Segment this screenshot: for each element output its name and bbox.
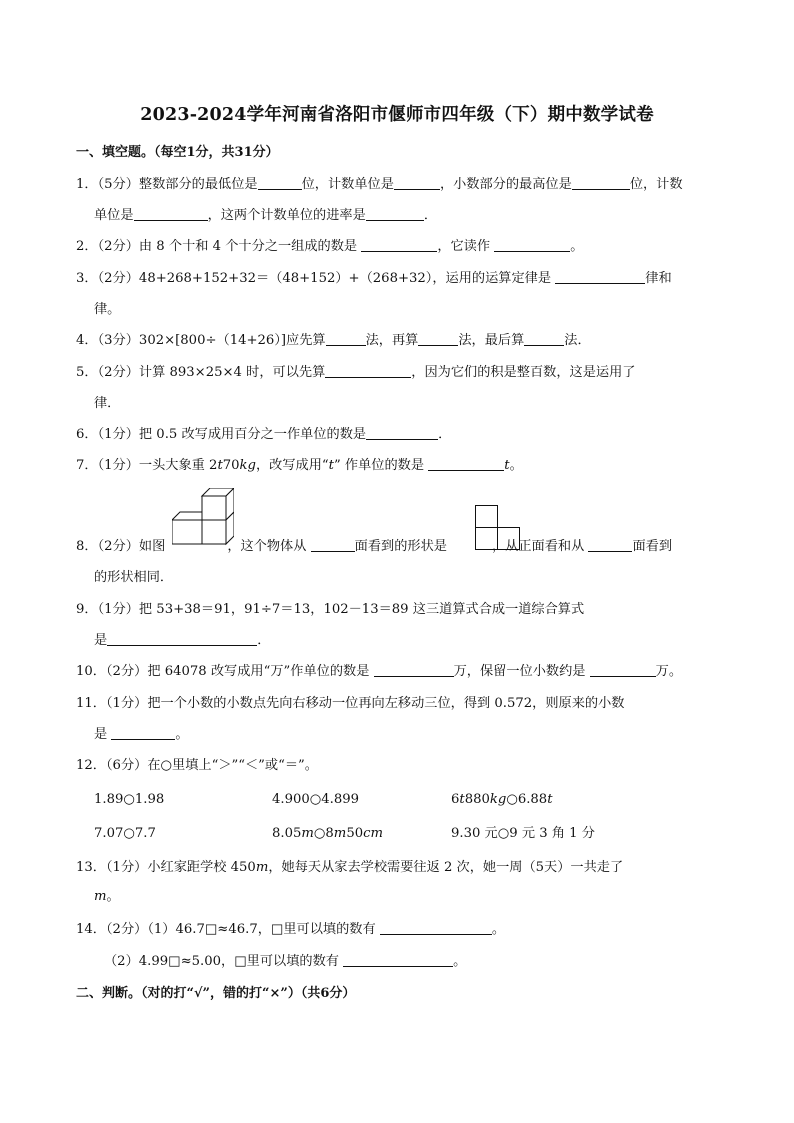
q9-text-c: ． [257, 633, 271, 648]
q8-text-c: 面看到的形状是 [354, 539, 447, 554]
q8-text-b: ，这个物体从 [227, 539, 307, 554]
q4-blank-1[interactable] [326, 332, 366, 346]
question-8-line-2: 的形状相同． [94, 570, 174, 585]
q6-blank-1[interactable] [366, 426, 438, 440]
q1-blank-3[interactable] [572, 176, 630, 190]
q9-blank-1[interactable] [107, 632, 257, 646]
q2-blank-1[interactable] [361, 238, 437, 252]
q13-text-c: 。 [106, 889, 120, 904]
q10-blank-2[interactable] [590, 663, 656, 677]
q7-text-a: 7．（1分）一头大象重 2 [76, 458, 218, 473]
q6-text-b: ． [438, 427, 452, 442]
q12-item-5-e: 50 [346, 826, 364, 841]
question-11-line-1: 11．（1分）把一个小数的小数点先向右移动一位再向左移动三位，得到 0.572，则原来的小数 [76, 696, 625, 711]
q1-text-g: ． [423, 208, 437, 223]
q2-text-c: 。 [570, 239, 584, 254]
q4-blank-2[interactable] [418, 332, 458, 346]
question-1-line-1 [76, 176, 683, 194]
q8-text-d: ，从正面看和从 [491, 539, 585, 554]
question-3-line-2: 律。 [94, 302, 121, 317]
q7-text-c: ” 作单位的数是 [333, 458, 425, 473]
q3-blank-1[interactable] [555, 270, 645, 284]
q14-blank-2[interactable] [343, 953, 453, 967]
q1-text-d: 位，计数 [629, 177, 683, 192]
q14-text-c: （2）4.99□≈5.00，□里可以填的数有 [104, 954, 339, 969]
q5-blank-1[interactable] [325, 364, 411, 378]
q8-blank-2[interactable] [588, 538, 632, 552]
q11-text-b: 是 [94, 727, 108, 742]
q5-text-b: ，因为它们的积是整百数，这是运用了 [411, 365, 636, 380]
question-2 [76, 238, 583, 256]
q11-blank-1[interactable] [111, 726, 175, 740]
question-12: 12．（6分）在○里填上“＞”“＜”或“＝”。 [76, 758, 318, 773]
question-5-line-1 [76, 364, 635, 382]
q2-text-b: ，它读作 [437, 239, 491, 254]
q1-text-a: 1．（5分）整数部分的最低位是 [76, 177, 258, 192]
question-10 [76, 663, 682, 681]
q9-text-b: 是 [94, 633, 108, 648]
question-9-line-1: 9．（1分）把 53+38＝91，91÷7＝13，102－13＝89 这三道算式合成一道综合算式 [76, 602, 585, 617]
q1-text-c: ，小数部分的最高位是 [439, 177, 572, 192]
q7-unit-t-3: t [504, 458, 510, 473]
q7-unit-kg: kg [239, 458, 256, 473]
q1-text-f: ，这两个计数单位的进率是 [207, 208, 366, 223]
q14-text-d: 。 [453, 954, 467, 969]
q10-text-c: 万。 [655, 664, 683, 679]
question-1-line-2 [94, 207, 437, 225]
q12-item-5-a: 8.05 [272, 826, 302, 841]
question-14-part-2 [104, 953, 466, 971]
q12-item-5-c: ○8 [313, 826, 334, 841]
question-9-line-2 [94, 632, 270, 650]
question-6 [76, 426, 451, 444]
question-13-line-1 [76, 859, 623, 877]
q14-blank-1[interactable] [380, 921, 492, 935]
q7-blank-1[interactable] [428, 457, 504, 471]
q5-text-a: 5．（2分）计算 893×25×4 时，可以先算 [76, 365, 326, 380]
question-8-line-1 [76, 538, 672, 556]
q4-blank-3[interactable] [524, 332, 564, 346]
q7-text-d: 。 [509, 458, 523, 473]
q10-text-b: 万，保留一位小数约是 [453, 664, 586, 679]
q4-text-b: 法，再算 [365, 333, 419, 348]
question-14-part-1 [76, 921, 505, 939]
q12-item-3-unit-t: t [459, 792, 465, 807]
q1-blank-2[interactable] [394, 176, 440, 190]
q12-item-6[interactable]: 9.30 元○9 元 3 角 1 分 [451, 826, 595, 841]
q7-number: 70 [222, 458, 240, 473]
q8-text-e: 面看到 [632, 539, 673, 554]
q1-blank-5[interactable] [366, 207, 424, 221]
q12-item-2[interactable]: 4.900○4.899 [272, 792, 360, 807]
q1-blank-4[interactable] [134, 207, 208, 221]
q4-text-c: 法，最后算 [458, 333, 525, 348]
q10-blank-1[interactable] [374, 663, 454, 677]
question-4 [76, 332, 591, 350]
q12-item-5[interactable] [272, 825, 383, 843]
question-7 [76, 457, 523, 475]
q2-text-a: 2．（2分）由 8 个十和 4 个十分之一组成的数是 [76, 239, 358, 254]
q12-item-1[interactable]: 1.89○1.98 [94, 792, 165, 807]
q13-unit-m-2: m [94, 889, 107, 904]
question-13-line-2 [94, 888, 120, 906]
q8-text-a: 8．（2分）如图 [76, 539, 166, 554]
question-5-line-2: 律． [94, 396, 121, 411]
q1-blank-1[interactable] [258, 176, 302, 190]
question-11-line-2 [94, 726, 189, 744]
q1-text-b: 位，计数单位是 [301, 177, 394, 192]
exam-title: 2023-2024学年河南省洛阳市偃师市四年级（下）期中数学试卷 [140, 105, 654, 125]
q12-item-3-unit-kg: kg [489, 792, 507, 807]
q10-text-a: 10．（2分）把 64078 改写成用“万”作单位的数是 [76, 664, 370, 679]
q7-text-b: ，改写成用“ [255, 458, 329, 473]
q1-text-e: 单位是 [94, 208, 134, 223]
q13-text-b: ，她每天从家去学校需要往返 2 次，她一周（5天）一共走了 [268, 860, 624, 875]
q3-text-b: 律和 [645, 271, 672, 286]
q12-item-5-unit-m-2: m [333, 826, 347, 841]
q12-item-3[interactable] [451, 791, 553, 809]
q12-item-5-unit-cm: cm [363, 826, 383, 841]
q12-item-3-e: ○6.88 [506, 792, 548, 807]
q4-text-a: 4．（3分）302×[800÷（14+26）]应先算 [76, 333, 326, 348]
q13-unit-m: m [255, 860, 269, 875]
q12-item-3-unit-t-2: t [547, 792, 553, 807]
q11-text-c: 。 [175, 727, 189, 742]
q6-text-a: 6．（1分）把 0.5 改写成用百分之一作单位的数是 [76, 427, 367, 442]
section-1-heading: 一、填空题。（每空1分，共31分） [76, 145, 279, 160]
q7-unit-t: t [217, 458, 223, 473]
q14-text-a: 14．（2分）（1）46.7□≈46.7，□里可以填的数有 [76, 922, 376, 937]
q8-blank-1[interactable] [311, 538, 355, 552]
q14-text-b: 。 [491, 922, 506, 937]
q4-text-d: 法． [564, 333, 591, 348]
section-2-heading: 二、判断。（对的打“√”，错的打“×”）（共6分） [76, 986, 356, 1001]
q12-item-4[interactable]: 7.07○7.7 [94, 826, 156, 841]
q13-text-a: 13．（1分）小红家距学校 450 [76, 860, 256, 875]
q12-item-3-c: 880 [464, 792, 490, 807]
q12-item-5-unit-m: m [301, 826, 314, 841]
q2-blank-2[interactable] [494, 238, 570, 252]
q3-text-a: 3．（2分）48+268+152+32＝（48+152）+（268+32），运用的运算定律是 [76, 271, 552, 286]
question-3-line-1 [76, 270, 672, 288]
q12-item-3-a: 6 [451, 792, 460, 807]
q7-unit-t-2: t [328, 458, 334, 473]
